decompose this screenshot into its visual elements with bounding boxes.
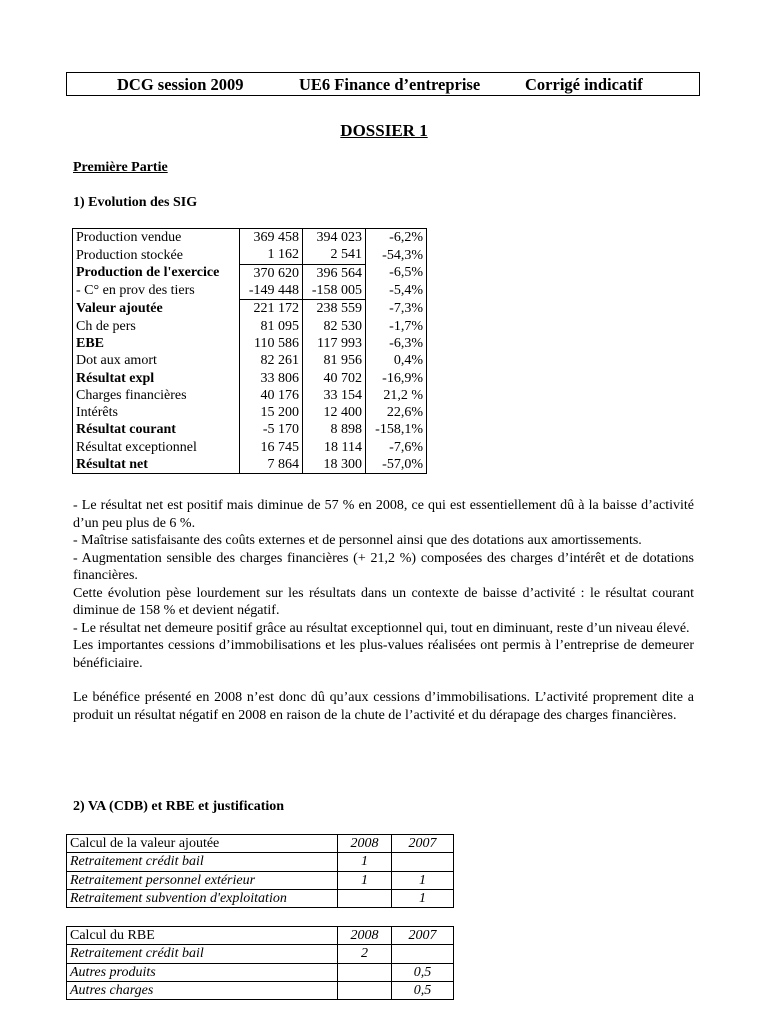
table-row xyxy=(73,264,427,282)
points-2007: 0,5 xyxy=(392,981,454,999)
sig-label: Résultat exceptionnel xyxy=(73,439,240,456)
sig-value-2008: 15 200 xyxy=(240,404,303,421)
dossier-title: DOSSIER 1 xyxy=(340,121,428,140)
sig-value-2007: 12 400 xyxy=(303,404,366,421)
sig-value-2007: 33 154 xyxy=(303,387,366,404)
table-title: Calcul de la valeur ajoutée xyxy=(67,835,338,853)
sig-label: - C° en prov des tiers xyxy=(73,282,240,300)
sig-value-2007: 82 530 xyxy=(303,317,366,334)
sig-value-2008: 82 261 xyxy=(240,352,303,369)
column-header-2008: 2008 xyxy=(338,927,392,945)
sig-variation: -6,3% xyxy=(366,335,427,352)
sig-value-2008: 81 095 xyxy=(240,317,303,334)
column-header-2008: 2008 xyxy=(338,835,392,853)
sig-value-2007: 394 023 xyxy=(303,229,366,247)
sig-value-2008: 369 458 xyxy=(240,229,303,247)
row-label: Retraitement crédit bail xyxy=(67,853,338,871)
commentary-paragraph: - Maîtrise satisfaisante des coûts externes et de personnel ainsi que des dotations aux amortissements. xyxy=(73,533,642,548)
conclusion-paragraph: Le bénéfice présenté en 2008 n’est donc dû qu’aux cessions d’immobilisations. L’activité proprement dite a produit un résultat négatif en 2008 en raison de la chute de l’activité et du dérapage des charges financières. xyxy=(73,690,694,723)
sig-label: Dot aux amort xyxy=(73,352,240,369)
sig-label: Résultat expl xyxy=(73,369,240,386)
table-row xyxy=(73,439,427,456)
column-header-2007: 2007 xyxy=(392,835,454,853)
section2-title: 2) VA (CDB) et RBE et justification xyxy=(73,799,285,814)
sig-value-2008: 7 864 xyxy=(240,456,303,474)
sig-variation: 0,4% xyxy=(366,352,427,369)
sig-variation: -5,4% xyxy=(366,282,427,300)
sig-variation: -7,3% xyxy=(366,300,427,318)
table-row xyxy=(73,456,427,474)
sig-label: Intérêts xyxy=(73,404,240,421)
table-row xyxy=(73,317,427,334)
commentary-paragraph: - Le résultat net demeure positif grâce au résultat exceptionnel qui, tout en diminuant, reste d’un niveau élevé. xyxy=(73,620,690,636)
sig-value-2007: 2 541 xyxy=(303,246,366,264)
column-header-2007: 2007 xyxy=(392,927,454,945)
sig-label: EBE xyxy=(73,335,240,352)
row-label: Retraitement personnel extérieur xyxy=(67,871,338,889)
sig-label: Résultat courant xyxy=(73,421,240,438)
sig-value-2007: 238 559 xyxy=(303,300,366,318)
sig-variation: -6,5% xyxy=(366,264,427,282)
sig-variation: -54,3% xyxy=(366,246,427,264)
section1-title: 1) Evolution des SIG xyxy=(73,195,198,210)
points-2008 xyxy=(338,889,392,907)
row-label: Autres produits xyxy=(67,963,338,981)
sig-variation: -158,1% xyxy=(366,421,427,438)
sig-value-2008: 370 620 xyxy=(240,264,303,282)
table-row xyxy=(73,229,427,247)
table-title: Calcul du RBE xyxy=(67,927,338,945)
sig-label: Ch de pers xyxy=(73,317,240,334)
sig-value-2008: 33 806 xyxy=(240,369,303,386)
sig-variation: -1,7% xyxy=(366,317,427,334)
sig-value-2008: 1 162 xyxy=(240,246,303,264)
sig-variation: -6,2% xyxy=(366,229,427,247)
corrige-label: Corrigé indicatif xyxy=(525,75,643,94)
sig-variation: -7,6% xyxy=(366,439,427,456)
sig-variation: -57,0% xyxy=(366,456,427,474)
sig-table xyxy=(72,228,427,474)
sig-value-2007: 40 702 xyxy=(303,369,366,386)
points-2008: 2 xyxy=(338,945,392,963)
table-row xyxy=(73,300,427,318)
commentary xyxy=(73,497,694,724)
sig-value-2008: 40 176 xyxy=(240,387,303,404)
points-2007 xyxy=(392,945,454,963)
table-row xyxy=(73,421,427,438)
row-label: Autres charges xyxy=(67,981,338,999)
sig-value-2007: 18 114 xyxy=(303,439,366,456)
table-row xyxy=(67,871,454,889)
ue-label: UE6 Finance d’entreprise xyxy=(299,75,481,94)
va-table xyxy=(66,834,454,908)
table-row xyxy=(73,369,427,386)
sig-value-2007: 117 993 xyxy=(303,335,366,352)
points-2007: 1 xyxy=(392,889,454,907)
table-row xyxy=(67,853,454,871)
sig-value-2007: 81 956 xyxy=(303,352,366,369)
points-2008: 1 xyxy=(338,871,392,889)
table-header-row xyxy=(67,927,454,945)
sig-value-2008: 16 745 xyxy=(240,439,303,456)
points-2008: 1 xyxy=(338,853,392,871)
table-row xyxy=(73,282,427,300)
points-2008 xyxy=(338,963,392,981)
commentary-paragraph: - Le résultat net est positif mais diminue de 57 % en 2008, ce qui est essentiellement dû à la baisse d’activité d’un peu plus de 6 %. xyxy=(73,498,694,531)
commentary-paragraph: Les importantes cessions d’immobilisations et les plus-values réalisées ont permis à l’entreprise de demeurer bénéficiaire. xyxy=(73,638,694,671)
sig-variation: 21,2 % xyxy=(366,387,427,404)
points-2007 xyxy=(392,853,454,871)
points-2007: 0,5 xyxy=(392,963,454,981)
session-label: DCG session 2009 xyxy=(117,75,244,94)
sig-value-2007: -158 005 xyxy=(303,282,366,300)
table-header-row xyxy=(67,835,454,853)
sig-value-2008: -5 170 xyxy=(240,421,303,438)
table-row xyxy=(73,352,427,369)
sig-value-2007: 8 898 xyxy=(303,421,366,438)
table-row xyxy=(67,945,454,963)
row-label: Retraitement crédit bail xyxy=(67,945,338,963)
table-row xyxy=(73,246,427,264)
sig-value-2008: 221 172 xyxy=(240,300,303,318)
sig-label: Charges financières xyxy=(73,387,240,404)
rbe-table xyxy=(66,926,454,1000)
sig-variation: -16,9% xyxy=(366,369,427,386)
sig-value-2008: -149 448 xyxy=(240,282,303,300)
sig-variation: 22,6% xyxy=(366,404,427,421)
document-header xyxy=(66,72,700,96)
commentary-paragraph: Cette évolution pèse lourdement sur les résultats dans un contexte de baisse d’activité : le résultat courant diminue de 158 % et devient négatif. xyxy=(73,585,694,618)
sig-label: Valeur ajoutée xyxy=(73,300,240,318)
sig-label: Production de l'exercice xyxy=(73,264,240,282)
table-row xyxy=(73,335,427,352)
sig-value-2007: 396 564 xyxy=(303,264,366,282)
commentary-paragraph: - Augmentation sensible des charges financières (+ 21,2 %) composées des charges d’intérêt et de dotations financières. xyxy=(73,550,694,583)
sig-label: Production stockée xyxy=(73,246,240,264)
sig-value-2007: 18 300 xyxy=(303,456,366,474)
sig-label: Production vendue xyxy=(73,229,240,247)
partie-title: Première Partie xyxy=(73,160,168,175)
table-row xyxy=(67,889,454,907)
points-2008 xyxy=(338,981,392,999)
table-row xyxy=(67,963,454,981)
points-2007: 1 xyxy=(392,871,454,889)
row-label: Retraitement subvention d'exploitation xyxy=(67,889,338,907)
sig-label: Résultat net xyxy=(73,456,240,474)
table-row xyxy=(73,404,427,421)
table-row xyxy=(73,387,427,404)
table-row xyxy=(67,981,454,999)
sig-value-2008: 110 586 xyxy=(240,335,303,352)
